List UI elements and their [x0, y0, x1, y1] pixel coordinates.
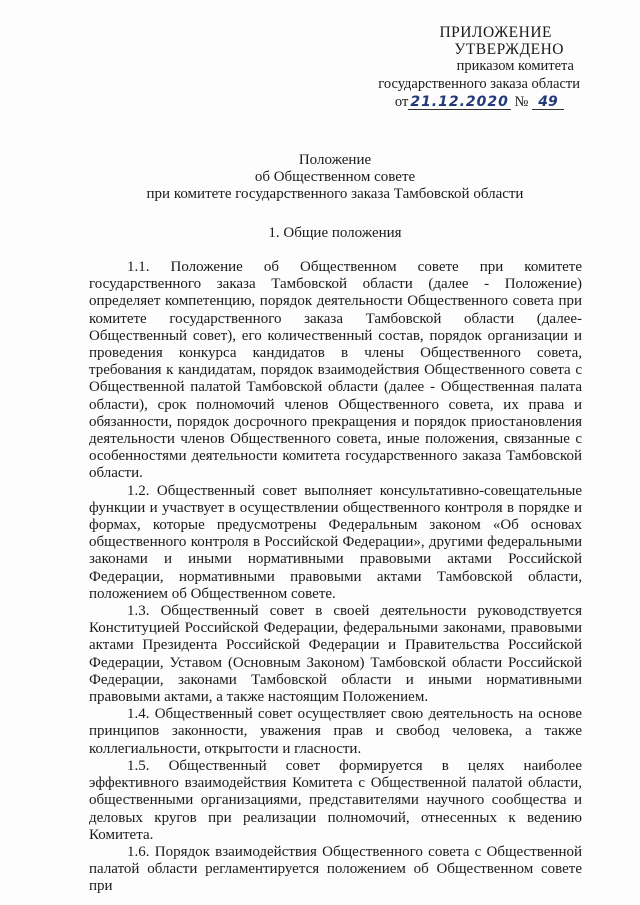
- date-prefix: от: [394, 93, 409, 110]
- handwritten-number: 49: [532, 95, 564, 110]
- document-title: [90, 152, 580, 204]
- order-by-committee: приказом комитета: [456, 58, 574, 75]
- title-line-1: Положение: [298, 152, 372, 168]
- paragraph-1-3: 1.3. Общественный совет в своей деятельности руководствуется Конституцией Российской Федерации, федеральными законами, правовыми актами Президента Российской Федерации и Правительства Российской Федерации, Уставом (Основным Законом) Тамбовской области Российской Федерации, законами Тамбовской области и иными нормативными правовыми актами, а также настоящим Положением.: [89, 603, 582, 706]
- handwritten-date: 21.12.2020: [410, 93, 509, 110]
- approved-label: УТВЕРЖДЕНО: [454, 41, 564, 59]
- appendix-label: ПРИЛОЖЕНИЕ: [439, 24, 552, 41]
- paragraph-1-1: 1.1. Положение об Общественном совете при комитете государственного заказа Тамбовской области (далее - Положение) определяет компетенцию, порядок деятельности Общественного совета при комитете государственного заказа Тамбовской области (далее-Общественный совет), его количественный состав, порядок организации и проведения конкурса кандидатов в члены Общественного совета, требования к кандидатам, порядок взаимодействия Общественного совета с Общественной палатой Тамбовской области (далее - Общественная палата области), срок полномочий членов Общественного совета, их права и обязанности, порядок досрочного прекращения и порядок приостановления деятельности членов Общественного совета, иные положения, связанные с особенностями деятельности комитета государственного заказа Тамбовской области.: [89, 259, 582, 482]
- order-date-number-line: [340, 94, 580, 111]
- number-prefix: №: [514, 93, 529, 110]
- paragraph-1-5: 1.5. Общественный совет формируется в целях наиболее эффективного взаимодействия Комитета с Общественной палатой области, общественными организациями, представителями научного сообщества и деловых кругов при реализации полномочий, отнесенных к ведению Комитета.: [89, 757, 582, 843]
- paragraph-1-4: 1.4. Общественный совет осуществляет свою деятельность на основе принципов законности, уважения прав и свобод человека, а также коллегиальности, открытости и гласности.: [89, 706, 582, 757]
- title-line-3: при комитете государственного заказа Тамбовской области: [146, 186, 524, 203]
- title-line-2: об Общественном совете: [254, 169, 416, 186]
- approval-stamp-block: [340, 24, 580, 111]
- document-body: [89, 259, 582, 896]
- section-heading: 1. Общие положения: [268, 225, 402, 241]
- committee-name: государственного заказа области: [378, 75, 580, 92]
- paragraph-1-6: 1.6. Порядок взаимодействия Общественного совета с Общественной палатой области регламентируется положением об Общественном совете при: [89, 843, 582, 895]
- paragraph-1-2: 1.2. Общественный совет выполняет консультативно-совещательные функции и участвует в осуществлении общественного контроля в порядке и формах, которые предусмотрены Федеральным законом «Об основах общественного контроля в Российской Федерации», другими федеральными законами и иными нормативными правовыми актами Российской Федерации, нормативными правовыми актами Тамбовской области, положением об Общественном совете.: [89, 482, 582, 602]
